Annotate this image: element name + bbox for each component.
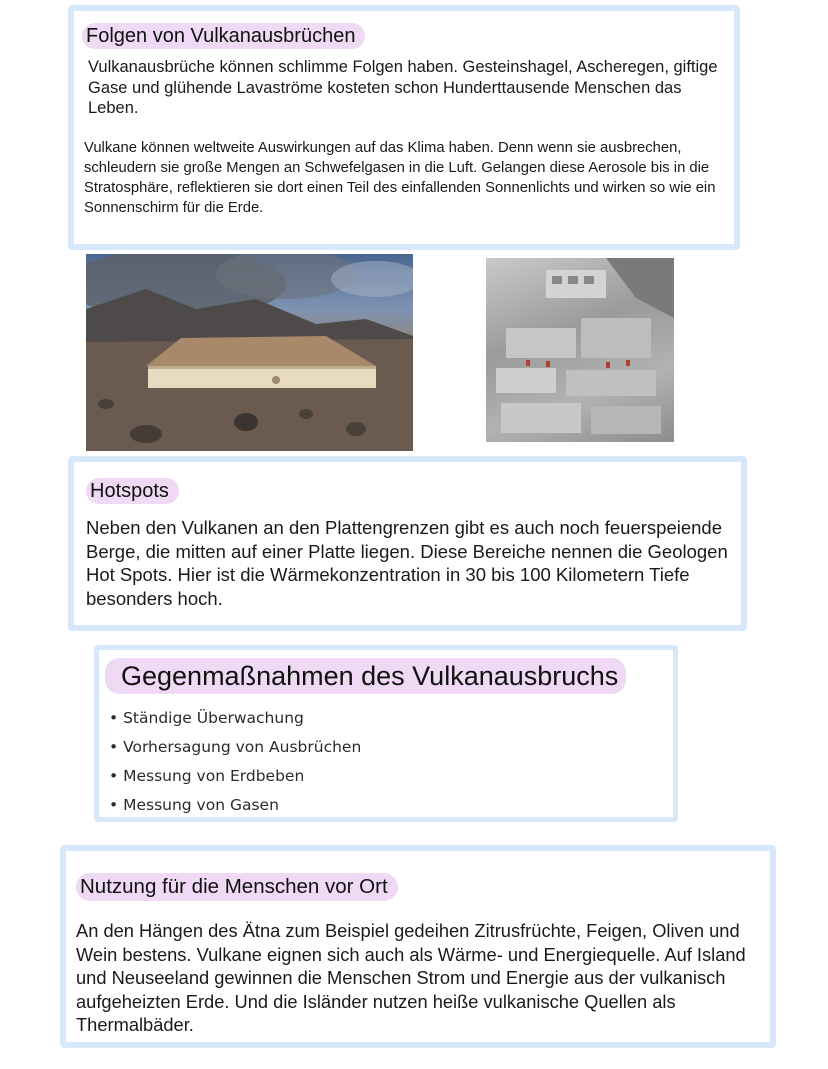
- section-title: Nutzung für die Menschen vor Ort: [76, 873, 398, 901]
- paragraph: An den Hängen des Ätna zum Beispiel gedeihen Zitrusfrüchte, Feigen, Oliven und Wein bestens. Vulkane eignen sich auch als Wärme- und Energiequelle. Auf Island und Neuseeland gewinnen die Menschen Strom und Energie aus der vulkanisch aufgeheizten Erde. Und die Isländer nutzen heiße vulkanische Quellen als Thermalbäder.: [76, 920, 746, 1035]
- ash-covered-town-photo: [486, 258, 674, 442]
- paragraph: Neben den Vulkanen an den Plattengrenzen gibt es auch noch feuerspeiende Berge, die mitten auf einer Platte liegen. Diese Bereiche nennen die Geologen Hot Spots. Hier ist die Wärmekonzentration in 30 bis 100 Kilometern Tiefe besonders hoch.: [86, 517, 728, 609]
- buried-building-photo: [86, 254, 413, 451]
- section-countermeasures: [94, 645, 678, 822]
- list-item: • Messung von Gasen: [109, 791, 361, 820]
- list-item: • Messung von Erdbeben: [109, 762, 361, 791]
- section-consequences: [68, 5, 740, 250]
- paragraph: Vulkane können weltweite Auswirkungen auf das Klima haben. Denn wenn sie ausbrechen, schleudern sie große Mengen an Schwefelgasen in die Luft. Gelangen diese Aerosole bis in die Stratosphäre, reflektieren sie dort einen Teil des einfallenden Sonnenlichts und wirken so wie ein Sonnenschirm für die Erde.: [84, 140, 716, 216]
- buried-building-illustration: [86, 254, 413, 451]
- countermeasure-list: [109, 704, 361, 820]
- section-local-use: [60, 845, 776, 1048]
- section-hotspots: [68, 456, 747, 631]
- section-title: Gegenmaßnahmen des Vulkanausbruchs: [105, 658, 626, 694]
- list-item: • Vorhersagung von Ausbrüchen: [109, 733, 361, 762]
- ash-covered-town-illustration: [486, 258, 674, 442]
- list-item: • Ständige Überwachung: [109, 704, 361, 733]
- paragraph: Vulkanausbrüche können schlimme Folgen haben. Gesteinshagel, Ascheregen, giftige Gase und glühende Lavaströme kosteten schon Hunderttausende Menschen das Leben.: [88, 58, 718, 117]
- section-title: Hotspots: [86, 478, 179, 504]
- section-title: Folgen von Vulkanausbrüchen: [82, 23, 365, 49]
